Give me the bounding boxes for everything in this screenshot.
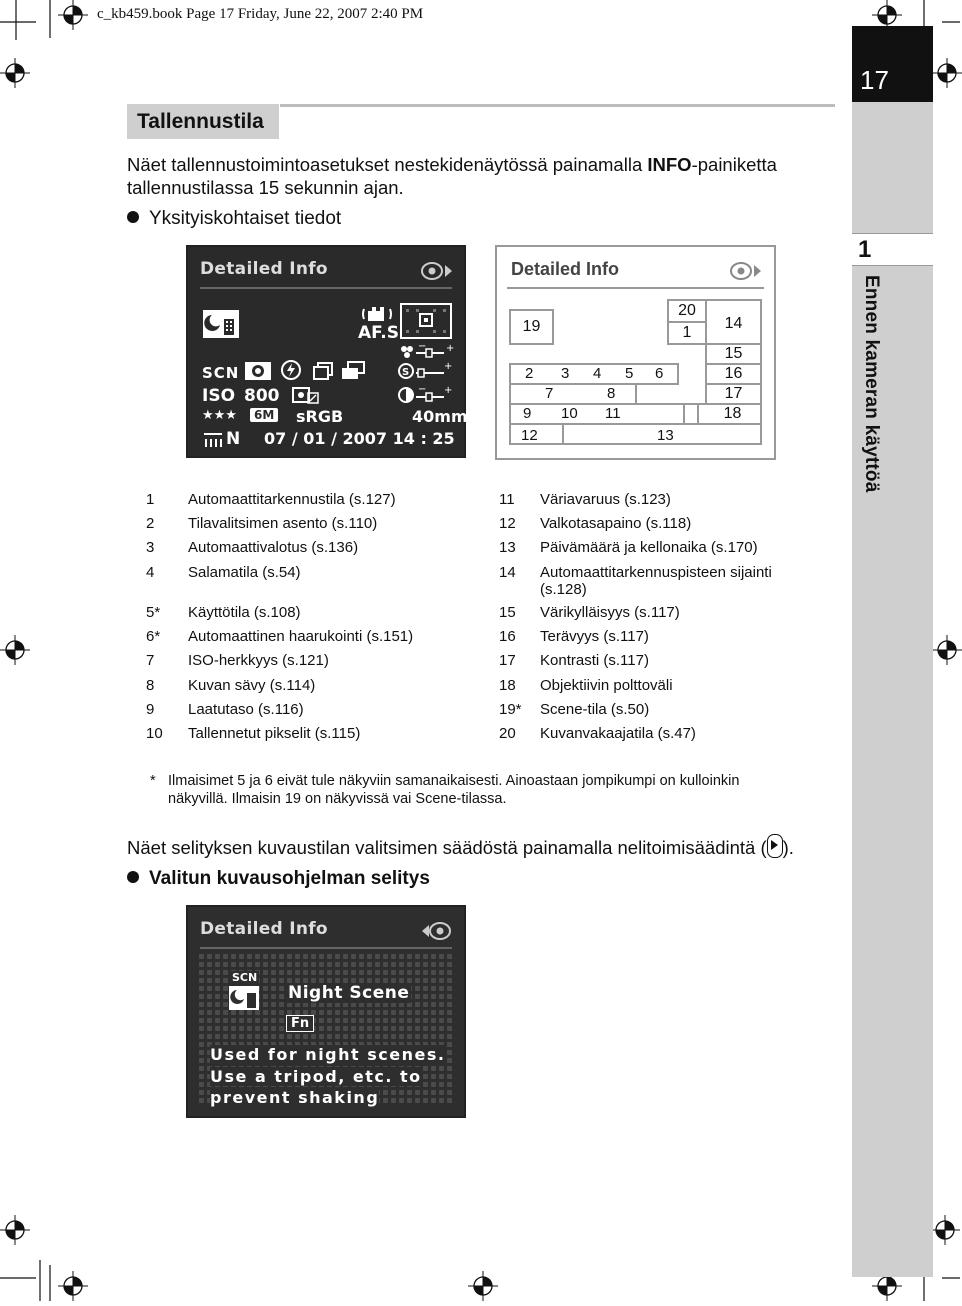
legend-item — [499, 676, 829, 696]
svg-text:+: + — [446, 343, 455, 354]
legend-text: Automaattinen haarukointi (s.151) — [188, 628, 414, 645]
recorded-pixels: 6M — [250, 408, 278, 422]
flash-mode-icon — [280, 359, 302, 381]
diagram-cell-14: 14 — [705, 299, 762, 345]
scene-name: Night Scene — [288, 983, 410, 1003]
legend-item — [499, 580, 829, 600]
registration-mark-left-top — [0, 58, 30, 88]
bullet-icon — [127, 871, 139, 883]
lcd2-scn-label: SCN — [232, 971, 258, 984]
legend-item — [146, 563, 476, 583]
legend-item — [146, 627, 476, 647]
legend-text: Terävyys (s.117) — [540, 628, 649, 645]
diagram-label-3: 3 — [561, 365, 570, 382]
para2-text: Näet selityksen kuvaustilan valitsimen säädöstä painamalla nelitoimisäädintä ( — [127, 837, 767, 858]
diagram-cell-16: 16 — [705, 363, 762, 385]
night-scene-icon — [228, 985, 260, 1011]
bracketing-icon — [340, 361, 366, 381]
legend-item — [499, 514, 829, 534]
legend-number: 11 — [499, 491, 515, 508]
date-time: 07 / 01 / 2007 14 : 25 — [264, 429, 455, 448]
page-number: 17 — [860, 65, 889, 95]
para2-text-post: ). — [782, 837, 794, 858]
diagram-label-5: 5 — [625, 365, 634, 382]
legend-text: Valkotasapaino (s.118) — [540, 515, 692, 532]
legend-number: 19* — [499, 701, 522, 718]
intro-text-line2: tallennustilassa 15 sekunnin ajan. — [127, 177, 404, 198]
diagram-label-9: 9 — [523, 405, 532, 422]
legend-item — [146, 724, 476, 744]
wb-value: N — [226, 429, 241, 449]
footnote-line2: näkyvillä. Ilmaisin 19 on näkyvissä vai Scene-tilassa. — [168, 791, 507, 807]
four-way-controller-icon — [420, 921, 454, 941]
legend-number: 17 — [499, 652, 516, 669]
info-button-label: INFO — [647, 154, 692, 175]
four-way-right-icon — [767, 834, 783, 858]
legend-text: Objektiivin polttoväli — [540, 677, 673, 694]
registration-mark-bottom-left — [58, 1271, 88, 1301]
scene-desc-line2: Use a tripod, etc. to — [210, 1067, 422, 1086]
legend-item — [146, 538, 476, 558]
svg-text:−: − — [418, 341, 427, 352]
intro-paragraph — [127, 153, 777, 199]
heading-scene-explanation — [127, 868, 430, 890]
contrast-icon — [398, 384, 453, 405]
page-number-tab — [852, 26, 933, 102]
diagram-label-2: 2 — [525, 365, 534, 382]
registration-mark-left-bottom — [0, 1215, 30, 1245]
iso-value: 800 — [244, 386, 280, 406]
legend-item — [499, 651, 829, 671]
image-tone-icon — [292, 387, 320, 405]
section-title-box — [127, 104, 279, 139]
legend-item — [146, 676, 476, 696]
diagram-header-rule — [507, 287, 764, 289]
diagram-label-8: 8 — [607, 385, 616, 402]
chapter-title: Ennen kameran käyttöä — [861, 275, 882, 493]
legend-number: 9 — [146, 701, 155, 718]
legend-item — [499, 538, 829, 558]
legend-number: 16 — [499, 628, 516, 645]
four-way-controller-icon — [729, 261, 763, 281]
legend-item — [146, 603, 476, 623]
color-space: sRGB — [296, 407, 344, 426]
iso-label: ISO — [202, 386, 236, 406]
legend-text: Automaattitarkennustila (s.127) — [188, 491, 396, 508]
legend-number: 6* — [146, 628, 161, 645]
footnote-line1: Ilmaisimet 5 ja 6 eivät tule näkyviin samanaikaisesti. Ainoastaan jompikumpi on kulloinkin — [168, 773, 740, 789]
legend-text: Kontrasti (s.117) — [540, 652, 649, 669]
shake-reduction-icon — [362, 303, 398, 325]
bullet-icon — [127, 211, 139, 223]
legend-text: Kuvan sävy (s.114) — [188, 677, 316, 694]
legend-text: Salamatila (s.54) — [188, 564, 301, 581]
svg-text:S: S — [402, 367, 410, 378]
diagram-label-10: 10 — [561, 405, 578, 422]
af-mode: AF.S — [358, 323, 399, 343]
svg-text:+: + — [444, 361, 453, 372]
section-rule — [280, 104, 835, 107]
legend-item — [146, 514, 476, 534]
heading1-text: Yksityiskohtaiset tiedot — [149, 208, 342, 229]
auto-exposure-icon — [244, 361, 272, 381]
diagram-title: Detailed Info — [511, 259, 620, 279]
legend-number: 1 — [146, 491, 155, 508]
heading2-text: Valitun kuvausohjelman selitys — [149, 868, 430, 889]
legend-number: 12 — [499, 515, 516, 532]
registration-mark-left-mid — [0, 635, 30, 665]
legend-number: 14 — [499, 564, 516, 581]
book-header: c_kb459.book Page 17 Friday, June 22, 2007 2:40 PM — [97, 6, 424, 22]
legend-number: 20 — [499, 725, 516, 742]
svg-text:−: − — [418, 384, 427, 395]
diagram-label-13: 13 — [657, 427, 674, 444]
chapter-number: 1 — [858, 236, 872, 263]
white-balance-icon — [202, 431, 224, 449]
lcd-title: Detailed Info — [200, 259, 328, 279]
scene-desc-line1: Used for night scenes. — [210, 1045, 446, 1064]
diagram-cell-17: 17 — [705, 383, 762, 405]
legend-text: ISO-herkkyys (s.121) — [188, 652, 329, 669]
legend-text: Scene-tila (s.50) — [540, 701, 650, 718]
registration-mark-right-bottom — [930, 1215, 960, 1245]
legend-number: 3 — [146, 539, 155, 556]
legend-text: Tallennetut pikselit (s.115) — [188, 725, 361, 742]
registration-mark-bottom-center — [468, 1271, 498, 1301]
legend-number: 7 — [146, 652, 155, 669]
diagram-label-12: 12 — [521, 427, 538, 444]
chapter-number-box — [852, 233, 933, 266]
diagram-label-11: 11 — [605, 405, 621, 422]
legend-item — [499, 603, 829, 623]
focal-length: 40mm — [412, 407, 468, 426]
lcd-scene-explanation — [186, 905, 466, 1118]
scn-label: SCN — [202, 364, 240, 382]
legend-number: 18 — [499, 677, 516, 694]
legend-text: Tilavalitsimen asento (s.110) — [188, 515, 378, 532]
legend-item — [499, 627, 829, 647]
diagram-label-4: 4 — [593, 365, 602, 382]
registration-mark-right-top — [932, 58, 962, 88]
info-layout-diagram — [495, 245, 776, 460]
footnote-star: * — [150, 773, 156, 789]
diagram-cell-19: 19 — [509, 309, 554, 345]
section-title: Tallennustila — [137, 110, 264, 133]
legend-number: 5* — [146, 604, 161, 621]
fn-label: Fn — [286, 1015, 314, 1032]
af-point-icon — [400, 303, 452, 339]
legend-number: 13 — [499, 539, 516, 556]
quality-stars: ★★★ — [202, 408, 237, 423]
lcd2-header-rule — [200, 947, 452, 949]
legend-text: Päivämäärä ja kellonaika (s.170) — [540, 539, 758, 556]
legend-item — [146, 490, 476, 510]
legend-item — [146, 651, 476, 671]
legend-text: Käyttötila (s.108) — [188, 604, 301, 621]
registration-mark-top — [58, 0, 88, 30]
legend-text: Värikylläisyys (s.117) — [540, 604, 680, 621]
legend-number: 10 — [146, 725, 163, 742]
scene-desc-line3: prevent shaking — [210, 1088, 380, 1107]
legend-item — [499, 490, 829, 510]
diagram-cell-1: 1 — [667, 321, 707, 345]
diagram-row-9-11 — [509, 403, 699, 425]
diagram-label-7: 7 — [545, 385, 554, 402]
diagram-cell-18: 18 — [683, 403, 762, 425]
legend-number: 15 — [499, 604, 516, 621]
diagram-cell-20: 20 — [667, 299, 707, 323]
diagram-row-7-8 — [509, 383, 637, 405]
saturation-icon — [398, 341, 455, 361]
legend-text: (s.128) — [540, 581, 587, 598]
lcd-header-rule — [200, 287, 452, 289]
intro-text: Näet tallennustoimintoasetukset nestekidenäytössä painamalla — [127, 154, 648, 175]
legend-number: 4 — [146, 564, 155, 581]
legend-text: Kuvanvakaajatila (s.47) — [540, 725, 696, 742]
legend-item — [146, 700, 476, 720]
four-way-controller-icon — [420, 261, 454, 281]
intro-text-post: -painiketta — [691, 154, 777, 175]
svg-text:+: + — [444, 385, 453, 396]
diagram-cell-12-box — [509, 423, 564, 445]
legend-text: Automaattitarkennuspisteen sijainti — [540, 564, 772, 581]
diagram-label-6: 6 — [655, 365, 664, 382]
lcd-detailed-info — [186, 245, 466, 458]
legend-text: Laatutaso (s.116) — [188, 701, 304, 718]
legend-text: Väriavaruus (s.123) — [540, 491, 671, 508]
lcd2-title: Detailed Info — [200, 919, 328, 939]
diagram-cell-15: 15 — [705, 343, 762, 365]
legend-number: 8 — [146, 677, 155, 694]
legend-number: 2 — [146, 515, 155, 532]
legend-item — [499, 724, 829, 744]
sharpness-icon — [398, 361, 453, 381]
night-scene-icon — [202, 309, 240, 339]
paragraph-2 — [127, 834, 794, 859]
heading-detailed-info — [127, 208, 341, 230]
legend-text: Automaattivalotus (s.136) — [188, 539, 359, 556]
drive-mode-icon — [312, 361, 334, 381]
registration-mark-right-mid — [932, 635, 962, 665]
legend-item — [499, 700, 829, 720]
